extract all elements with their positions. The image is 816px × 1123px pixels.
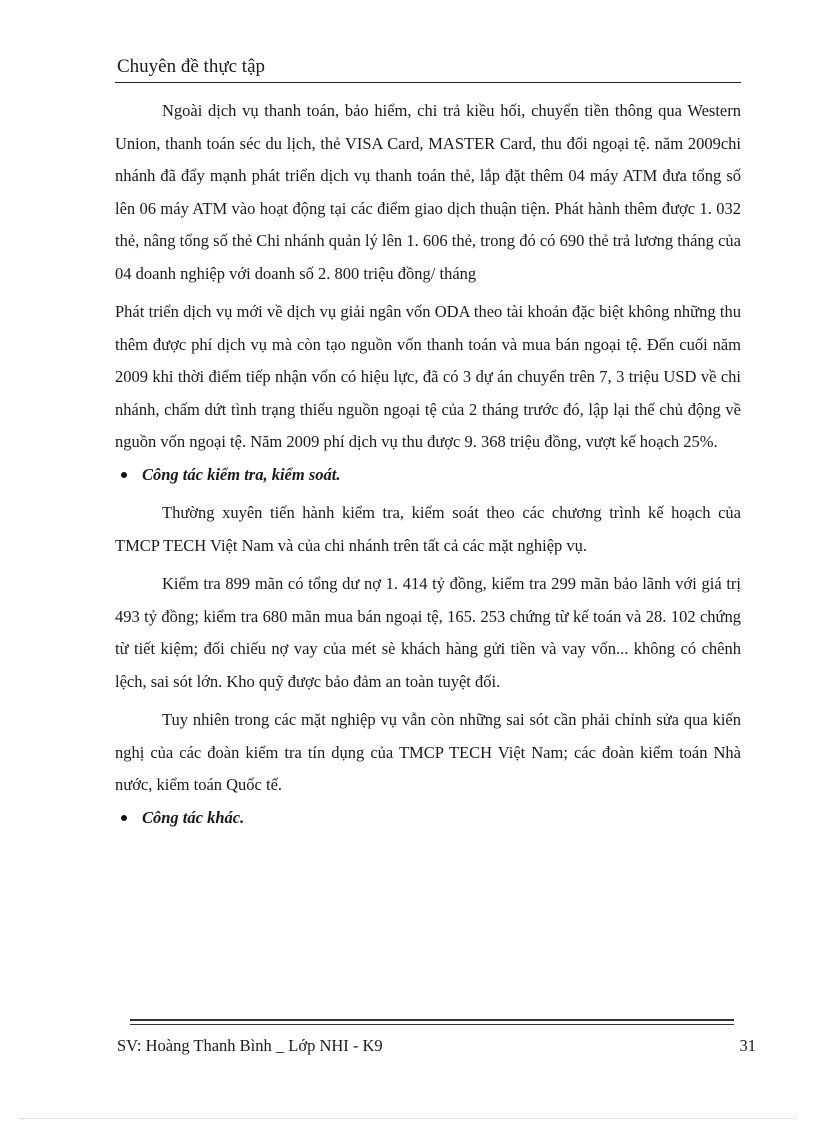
page-bottom-dotted-line [20, 1118, 796, 1119]
footer-page-number: 31 [739, 1036, 756, 1055]
bullet-heading-other [115, 802, 741, 835]
header-rule [115, 82, 741, 83]
bullet-heading-audit-text: Công tác kiểm tra, kiểm soát. [142, 464, 341, 484]
paragraph-services: Ngoài dịch vụ thanh toán, bảo hiểm, chi trả kiều hối, chuyển tiền thông qua Western Union, thanh toán séc du lịch, thẻ VISA Card, MASTER Card, thu đổi ngoại tệ. năm 2009chi nhánh đã đẩy mạnh phát triển dịch vụ thanh toán thẻ, lắp đặt thêm 04 máy ATM đưa tổng số lên 06 máy ATM vào hoạt động tại các điểm giao dịch thuận tiện. Phát hành thêm được 1. 032 thẻ, nâng tổng số thẻ Chi nhánh quản lý lên 1. 606 thẻ, trong đó có 690 thẻ trả lương tháng của 04 doanh nghiệp với doanh số 2. 800 triệu đồng/ tháng [115, 101, 741, 283]
footer-rule-thin [130, 1024, 734, 1025]
footer-rule-thick [130, 1019, 734, 1021]
bullet-dot-icon [121, 815, 127, 821]
page-header-title: Chuyên đề thực tập [117, 56, 266, 77]
page-body [115, 95, 741, 834]
bullet-heading-audit [115, 459, 741, 492]
paragraph-audit-issues: Tuy nhiên trong các mặt nghiệp vụ vẫn còn những sai sót cần phải chỉnh sửa qua kiến nghị của các đoàn kiểm tra tín dụng của TMCP TECH Việt Nam; các đoàn kiểm toán Nhà nước, kiểm toán Quốc tế. [115, 710, 741, 794]
paragraph-audit-results: Kiểm tra 899 mãn có tổng dư nợ 1. 414 tỷ đồng, kiểm tra 299 mãn bảo lãnh với giá trị 493 tỷ đồng; kiểm tra 680 mãn mua bán ngoại tệ, 165. 253 chứng từ kế toán và 28. 102 chứng từ tiết kiệm; đối chiếu nợ vay của mét sè khách hàng gửi tiền và vay vốn... không có chênh lệch, sai sót lớn. Kho quỹ được bảo đảm an toàn tuyệt đối. [115, 574, 741, 691]
bullet-dot-icon [121, 472, 127, 478]
paragraph-oda: Phát triển dịch vụ mới về dịch vụ giải ngân vốn ODA theo tài khoản đặc biệt không những thu thêm được phí dịch vụ mà còn tạo nguồn vốn thanh toán và mua bán ngoại tệ. Đến cuối năm 2009 khi thời điểm tiếp nhận vốn có hiệu lực, đã có 3 dự án chuyển trên 7, 3 triệu USD về chi nhánh, chấm dứt tình trạng thiếu nguồn ngoại tệ của 2 tháng trước đó, lập lại thế chủ động về nguồn vốn ngoại tệ. Năm 2009 phí dịch vụ thu được 9. 368 triệu đồng, vượt kế hoạch 25%. [115, 302, 741, 451]
paragraph-audit-routine: Thường xuyên tiến hành kiểm tra, kiểm soát theo các chương trình kế hoạch của TMCP TECH Việt Nam và của chi nhánh trên tất cả các mặt nghiệp vụ. [115, 503, 741, 555]
bullet-heading-other-text: Công tác khác. [142, 807, 245, 827]
footer-author: SV: Hoàng Thanh Bình _ Lớp NHI - K9 [117, 1036, 383, 1055]
